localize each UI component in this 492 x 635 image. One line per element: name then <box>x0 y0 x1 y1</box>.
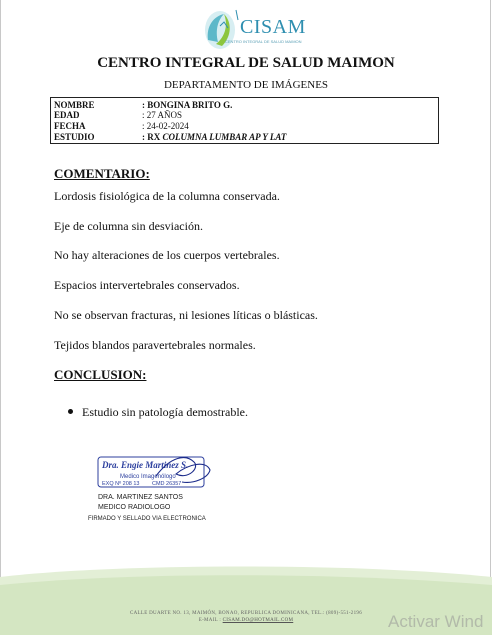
info-label: FECHA <box>54 121 86 131</box>
stamp-name: Dra. Engie Martinez S. <box>102 460 189 470</box>
logo-subtitle: CENTRO INTEGRAL DE SALUD MAIMON <box>225 39 302 44</box>
conclusion-item: Estudio sin patología demostrable. <box>82 405 248 419</box>
info-value: : 27 AÑOS <box>142 110 183 120</box>
activation-watermark: Activar Wind <box>388 612 484 631</box>
page-border-right <box>490 0 491 635</box>
bullet-icon <box>68 409 73 414</box>
doctor-name: DRA. MARTINEZ SANTOS <box>98 494 183 501</box>
doctor-role: MEDICO RADIOLOGO <box>98 504 171 511</box>
page-border-left <box>0 0 1 635</box>
info-label: NOMBRE <box>54 100 95 110</box>
comentario-heading: COMENTARIO: <box>54 166 150 181</box>
department-title: DEPARTAMENTO DE IMÁGENES <box>163 79 329 91</box>
footer-address: CALLE DUARTE NO. 13, MAIMÓN, BONAO, REPUBLICA DOMINICANA, TEL.: (809)-551-2196 <box>129 611 363 616</box>
comentario-line: No hay alteraciones de los cuerpos vertebrales. <box>54 248 280 262</box>
signature-note: FIRMADO Y SELLADO VIA ELECTRONICA <box>88 516 206 522</box>
info-value: : 24-02-2024 <box>142 121 189 131</box>
info-value <box>142 132 286 142</box>
comentario-line: Espacios intervertebrales conservados. <box>54 278 240 292</box>
stamp-exq: EXQ Nº 208 13 <box>102 481 140 487</box>
comentario-line: No se observan fracturas, ni lesiones líticas o blásticas. <box>54 308 318 322</box>
comentario-line: Eje de columna sin desviación. <box>54 219 203 233</box>
comentario-line: Tejidos blandos paravertebrales normales. <box>54 338 256 352</box>
footer-email-label: E-MAIL : <box>198 618 223 623</box>
study-prefix: : RX <box>142 132 163 142</box>
footer-email-link[interactable]: CISAM.DO@HOTMAIL.COM <box>222 618 294 623</box>
signature-scribble-icon <box>96 454 212 490</box>
info-label: ESTUDIO <box>54 132 95 142</box>
info-value: : BONGINA BRITO G. <box>142 100 233 110</box>
stamp-cmd: CMD 26357 <box>152 481 182 487</box>
patient-info-box <box>50 97 439 144</box>
study-name: COLUMNA LUMBAR AP Y LAT <box>162 132 287 142</box>
conclusion-heading: CONCLUSION: <box>54 367 147 382</box>
document-title: CENTRO INTEGRAL DE SALUD MAIMON <box>97 55 395 71</box>
info-label: EDAD <box>54 110 80 120</box>
cisam-logo <box>198 6 306 52</box>
stamp-title: Medico Imagenólogo <box>120 474 176 480</box>
comentario-line: Lordosis fisiológica de la columna conservada. <box>54 189 280 203</box>
signature-stamp <box>96 454 212 490</box>
logo-text: CISAM <box>240 16 306 38</box>
